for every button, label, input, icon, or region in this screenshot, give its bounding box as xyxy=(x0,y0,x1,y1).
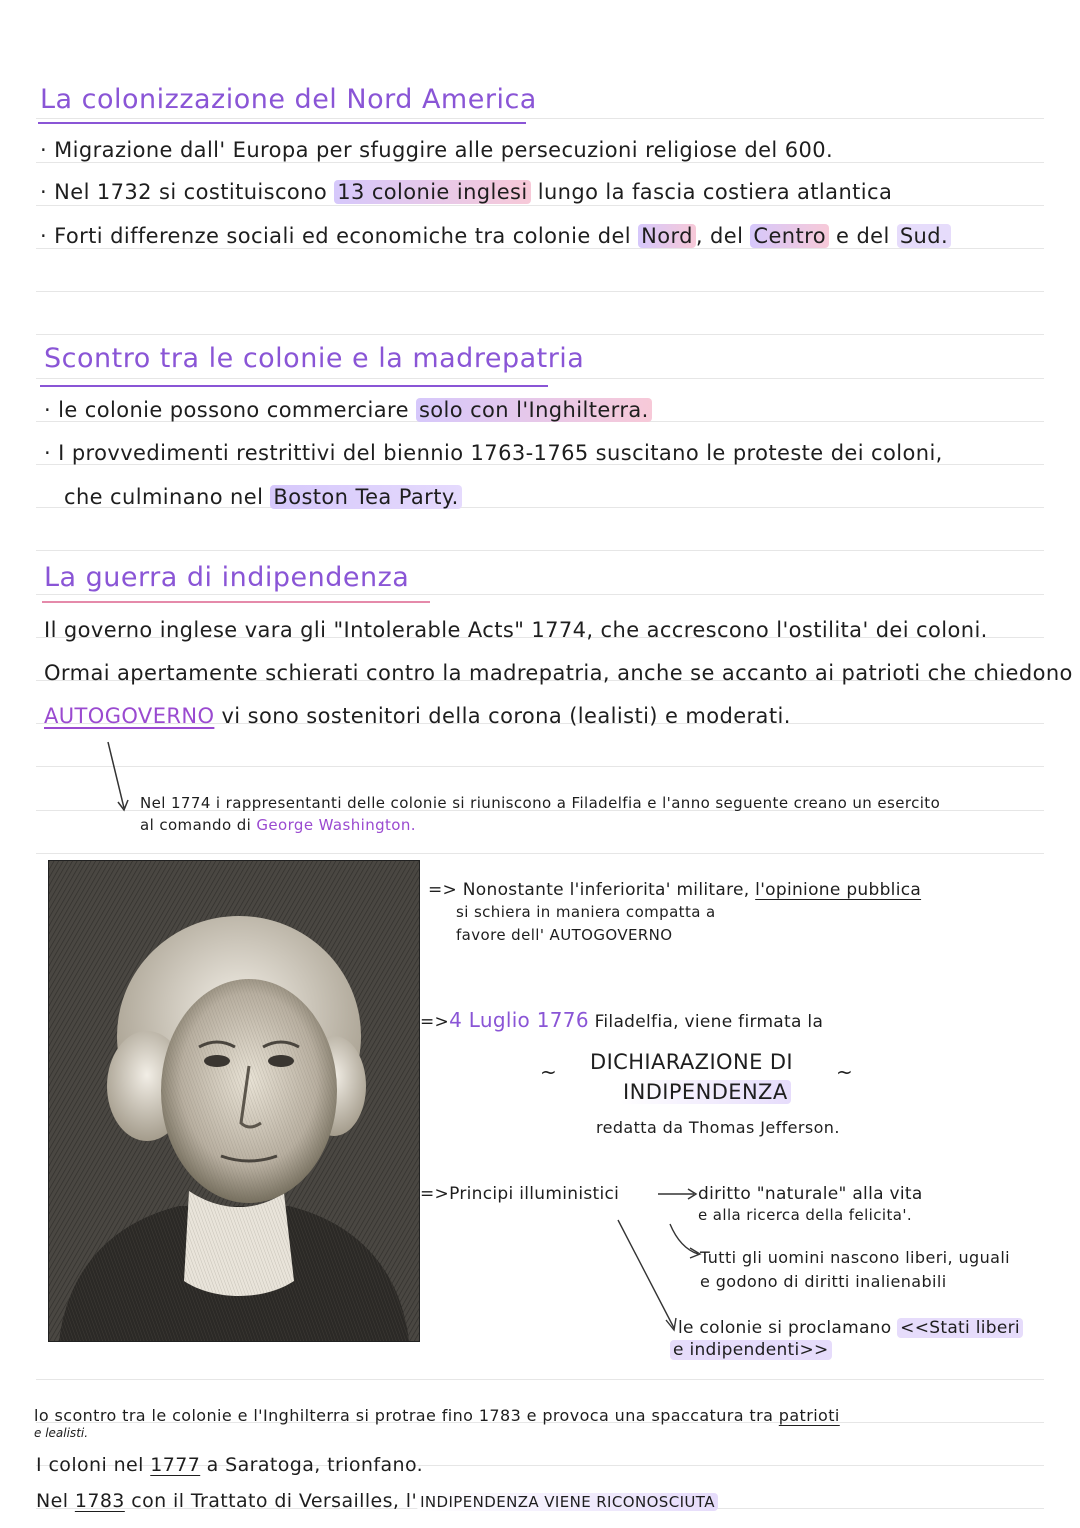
section2-bullet-2 xyxy=(44,441,943,465)
right-arrow-icon xyxy=(656,1186,700,1202)
footer-line-4 xyxy=(36,1490,718,1512)
bullet-text: , del xyxy=(695,224,744,248)
arrow2-line xyxy=(420,1008,823,1032)
arrow1-line-3: favore dell' AUTOGOVERNO xyxy=(456,926,673,944)
arrow1-line-1 xyxy=(428,880,921,900)
section3-title: La guerra di indipendenza xyxy=(44,562,410,593)
highlight-13-colonie: 13 colonie inglesi xyxy=(334,180,530,204)
section3-para-line-3 xyxy=(44,704,791,728)
arrow-text: Filadelfia, viene firmata la xyxy=(594,1012,824,1032)
section2-bullet-2-cont xyxy=(64,485,462,509)
note-text: al comando di xyxy=(140,816,252,834)
section1-bullet-3 xyxy=(40,224,951,248)
george-washington-portrait xyxy=(48,860,420,1342)
colonie-text: le colonie si proclamano xyxy=(678,1318,892,1338)
note-line-1: Nel 1774 i rappresentanti delle colonie si riuniscono a Filadelfia e l'anno seguente creano un esercito xyxy=(140,794,941,812)
arrow-text: => Nonostante l'inferiorita' militare, xyxy=(428,880,750,900)
down-arrow-icon xyxy=(100,738,140,818)
autogoverno-word: AUTOGOVERNO xyxy=(44,704,215,728)
uomini-line-2: e godono di diritti inalienabili xyxy=(700,1272,947,1291)
tilde-left-icon: ~ xyxy=(540,1060,557,1084)
arrow3-label: =>Principi illuministici xyxy=(420,1184,620,1204)
footer-text: lo scontro tra le colonie e l'Inghilterra si protrae fino 1783 e provoca una spaccatura tra xyxy=(34,1406,774,1425)
uomini-line-1: Tutti gli uomini nascono liberi, uguali xyxy=(700,1248,1011,1267)
year-1777: 1777 xyxy=(150,1454,201,1476)
bullet-text: le colonie possono commerciare xyxy=(58,398,409,422)
highlight-boston-tea-party: Boston Tea Party. xyxy=(270,485,461,509)
bullet-dot: · xyxy=(40,180,55,204)
bullet-text: Migrazione dall' Europa per sfuggire alle persecuzioni religiose del 600. xyxy=(54,138,834,162)
bullet-text: Forti differenze sociali ed economiche tra colonie del xyxy=(54,224,632,248)
section3-para-line-2: Ormai apertamente schierati contro la madrepatria, anche se accanto ai patrioti che chiedono xyxy=(44,661,1073,685)
tilde-right-icon: ~ xyxy=(836,1060,853,1084)
diritto-line-1: diritto "naturale" alla vita xyxy=(698,1184,923,1204)
year-1783: 1783 xyxy=(74,1490,125,1512)
declaration-line-1: DICHIARAZIONE DI xyxy=(590,1050,794,1074)
section3-title-underline xyxy=(42,601,430,603)
bullet-text: I provvedimenti restrittivi del biennio 1763-1765 suscitano le proteste dei coloni, xyxy=(58,441,943,465)
footer-line-1 xyxy=(34,1406,840,1425)
colonie-line-2: e indipendenti>> xyxy=(670,1340,832,1360)
george-washington-name: George Washington. xyxy=(256,816,416,834)
footer-text: Nel xyxy=(36,1490,69,1512)
arrow1-line-2: si schiera in maniera compatta a xyxy=(456,903,716,921)
section2-title-underline xyxy=(40,385,548,387)
bullet-dot: · xyxy=(44,441,59,465)
highlight-stati-liberi: <<Stati liberi xyxy=(897,1318,1023,1338)
highlight-centro: Centro xyxy=(750,224,829,248)
bullet-dot: · xyxy=(40,138,55,162)
highlight-nord: Nord xyxy=(638,224,696,248)
bullet-dot: · xyxy=(44,398,59,422)
section1-bullet-2 xyxy=(40,180,892,204)
bullet-text: Nel 1732 si costituiscono xyxy=(54,180,328,204)
arrow-prefix: => xyxy=(420,1012,450,1032)
footer-text: I coloni nel xyxy=(36,1454,144,1476)
bullet-text: che culminano nel xyxy=(64,485,264,509)
note-line-2 xyxy=(140,816,416,834)
section2-bullet-1 xyxy=(44,398,652,422)
date-4-luglio-1776: 4 Luglio 1776 xyxy=(449,1008,589,1032)
footer-text: a Saratoga, trionfano. xyxy=(206,1454,424,1476)
bullet-text: e del xyxy=(836,224,890,248)
highlight-indipendenza-riconosciuta: INDIPENDENZA VIENE RICONOSCIUTA xyxy=(417,1493,718,1511)
bullet-dot: · xyxy=(40,224,55,248)
highlight-sud: Sud. xyxy=(897,224,951,248)
footer-line-2: e lealisti. xyxy=(34,1426,89,1440)
section1-title-underline xyxy=(38,122,526,124)
section2-title: Scontro tra le colonie e la madrepatria xyxy=(44,343,585,374)
declaration-author: redatta da Thomas Jefferson. xyxy=(596,1118,840,1137)
patrioti-underlined: patrioti xyxy=(778,1406,840,1425)
bullet-text: lungo la fascia costiera atlantica xyxy=(537,180,893,204)
para-text: vi sono sostenitori della corona (lealisti) e moderati. xyxy=(221,704,791,728)
highlight-solo-inghilterra: solo con l'Inghilterra. xyxy=(416,398,652,422)
declaration-line-2: INDIPENDENZA xyxy=(620,1080,791,1104)
footer-line-3 xyxy=(36,1454,423,1476)
opinione-pubblica-underlined: l'opinione pubblica xyxy=(755,880,922,900)
section1-bullet-1 xyxy=(40,138,833,162)
diritto-line-2: e alla ricerca della felicita'. xyxy=(698,1206,913,1224)
footer-text: con il Trattato di Versailles, l' xyxy=(131,1490,418,1512)
colonie-line-1 xyxy=(678,1318,1023,1338)
section3-para-line-1: Il governo inglese vara gli "Intolerable Acts" 1774, che accrescono l'ostilita' dei coloni. xyxy=(44,618,988,642)
section1-title: La colonizzazione del Nord America xyxy=(40,84,537,115)
